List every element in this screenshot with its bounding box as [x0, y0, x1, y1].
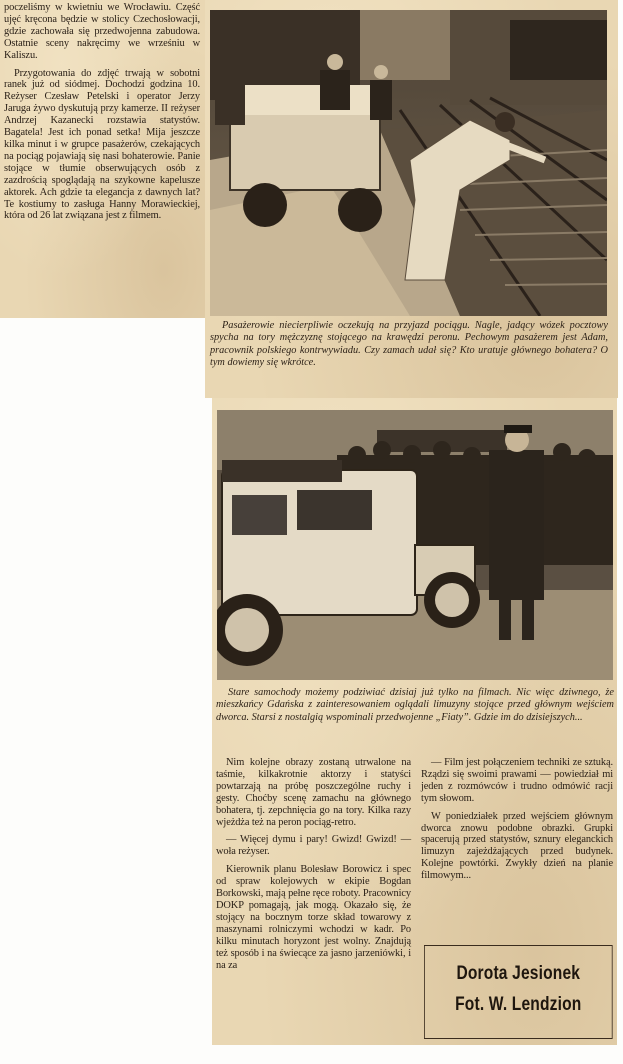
byline-box	[424, 945, 613, 1039]
paragraph: W poniedziałek przed wejściem głównym dworca znowu podobne obrazki. Grupki spacerują przed statystów, sznury eleganckich limuzyn zajeżdżających przed budynek. Kolejne powtórki. Zwykły dzień na planie filmowym...	[421, 810, 613, 882]
vintage-car-image	[217, 410, 613, 680]
paragraph: Nim kolejne obrazy zostaną utrwalone na taśmie, kilkakrotnie aktorzy i statyści powtarzają na próbę poszczególne ruchy i gesty. Choćby scenę zamachu na głównego bohatera, tj. zepchnięcia go na tory. Kilka razy wjeżdża też na peron pociąg-retro.	[216, 757, 411, 828]
photo-credit: Fot. W. Lendzion	[455, 994, 582, 1015]
railway-scene-image	[210, 10, 607, 316]
caption-car-photo: Stare samochody możemy podziwiać dzisiaj już tylko na filmach. Nic więc dziwnego, że mieszkańcy Gdańska z zainteresowaniem oglądali limuzyny stojące przed głównym wejściem dworca. Starsi z nostalgią wspominali przedwojenne „Fiaty”. Gdzie im do dzisiejszych...	[216, 687, 614, 723]
paragraph: — Film jest połączeniem techniki ze sztuką. Rządzi się swoimi prawami — powiedział mi jeden z rozmówców i trudno odmówić racji tym słowom.	[421, 757, 613, 804]
photo-railway-platform	[210, 10, 607, 316]
article-column-top-left	[4, 2, 200, 228]
caption-railway-photo: Pasażerowie niecierpliwie oczekują na przyjazd pociągu. Nagle, jadący wózek pocztowy spycha na tory mężczyznę stojącego na krawędzi peronu. Pechowym pasażerem jest Adam, pracownik polskiego kontrwywiadu. Czy zamach udał się? Kto uratuje głównego bohatera? O tym dowiemy się wkrótce.	[210, 320, 608, 369]
article-column-bottom-right	[421, 757, 613, 888]
author-name: Dorota Jesionek	[456, 963, 581, 984]
article-column-bottom-left	[216, 757, 411, 977]
photo-vintage-car	[217, 410, 613, 680]
paragraph: Kierownik planu Bolesław Borowicz i spec od spraw kolejowych w ekipie Bogdan Borkowski, mają pełne ręce roboty. Pracownicy DOKP pomagają, jak mogą. Okazało się, że stojący na bocznym torze skład towarowy z maszynami rolniczymi wchodzi w kadr. Po kilku minutach horyzont jest wolny. Znajdują też sposób i na świecące za jasno jarzeniówki, i na za	[216, 864, 411, 971]
paragraph: — Więcej dymu i pary! Gwizd! Gwizd! — woła reżyser.	[216, 834, 411, 858]
paragraph: poczeliśmy w kwietniu we Wrocławiu. Część ujęć kręcona będzie w stolicy Czechosłowacji, gdzie zachowała się przedwojenna zabudowa. Ostatnie sceny nakręcimy we wrześniu w Kaliszu.	[4, 2, 200, 61]
paragraph: Przygotowania do zdjęć trwają w sobotni ranek już od siódmej. Dochodzi godzina 10. Reżyser Czesław Petelski i operator Jerzy Jaruga żywo dyskutują przy kamerze. II reżyser Andrzej Kazanecki rozstawia statystów. Bagatela! Jest ich ponad setka! Mija jeszcze kilka minut i w grupce pasażerów, czekających na pociąg pojawiają się nasi bohaterowie. Panie stojące w tłumie obserwujących osób z zazdrością spoglądają na szykowne kapelusze aktorek. Ach gdzie ta elegancja z dawnych lat? Te kostiumy to zasługa Hanny Morawieckiej, która od 26 lat związana jest z filmem.	[4, 67, 200, 222]
